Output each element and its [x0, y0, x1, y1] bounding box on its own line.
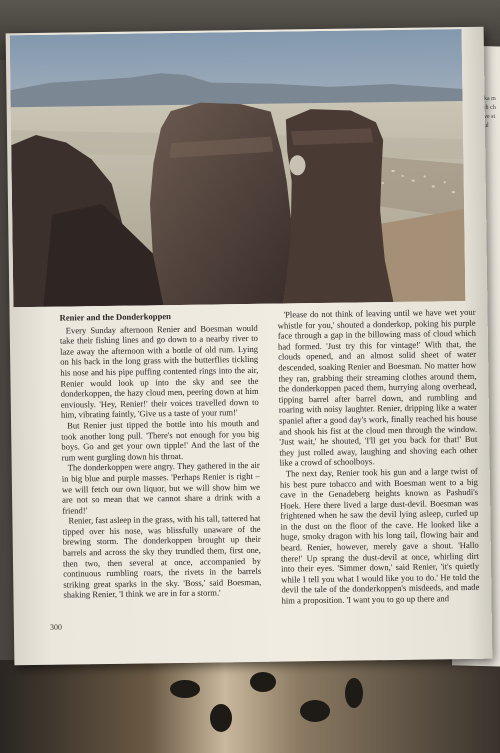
fabric-spot [170, 680, 200, 698]
paragraph: The next day, Renier took his gun and a large twist of his best pure tobacco and with Boesman went to a big cave in the Genadeberg heights known as Pashudi's Hoek. Here there lived a large dust-devil. Boesman was frightened when he saw the devil lying asleep, curled up in the dust on the floor of the cave. He looked like a huge, smoky dragon with his long tail, flowing hair and beard. Renier, however, merely gave a shout. 'Hallo there!' Up sprang the dust-devil at once, whirling dirt into their eyes. 'Simmer down,' said Renier, 'it's quietly while I tell you what I would like you to do.' He told the devil the tale of the donderkoppen's misdeeds, and made him a proposition. 'I want you to go up there and [279, 465, 480, 606]
left-column [60, 310, 262, 601]
story-title: Renier and the Donderkoppen [59, 311, 171, 323]
story-text-area [60, 307, 484, 633]
facing-page-text: ka m di ch ve st ul [484, 96, 496, 129]
fabric-spot [210, 704, 232, 732]
book-page [6, 27, 493, 666]
fabric-spot [300, 700, 330, 722]
paragraph: 'Please do not think of leaving until we have wet your whistle for you,' shouted a donderkop, poking his purple face through a gap in the billowing mass of cloud which had formed. 'Just try this for vintage!' With that, the clouds opened, and an almost solid sheet of water descended, soaking Renier and Boesman. No matter how they ran, grabbing their streaming clothes around them, the donderkoppen paced them, hurrying along overhead, tipping barrel after barrel down, and rumbling and roaring with noisy laughter. Renier, dripping like a water spaniel after a good day's work, finally reached his house and shook his fist at the cloud men through the window. 'Just wait,' he shouted, 'I'll get you back for that!' But they just rolled away, laughing and shoving each other like a crowd of schoolboys. [277, 306, 478, 468]
right-column [277, 307, 479, 606]
page-number: 300 [49, 622, 62, 632]
paragraph: Every Sunday afternoon Renier and Boesman would take their fishing lines and go down to a nearby river to laze away the afternoon with a bottle of old rum. Lying on his back in the long grass with the butterflies tickling his nose and his pipe puffing contented rings into the air, Renier would look up into the sky and see the donderkoppen, the hazy cloud men, peering down at him enviously. 'Hey, Renier!' their voices travelled down to him, vibrating faintly, 'Give us a taste of your rum!' [59, 322, 259, 420]
rock-formation-image [10, 29, 466, 307]
background-fabric [0, 660, 500, 753]
paragraph: Renier, fast asleep in the grass, with his tall, tattered hat tipped over his nose, was blissfully unaware of the brewing storm. The donderkoppen brought up their barrels and across the sky they trundled them, first one, then two, then several at once, accompanied by continuous rumbling roars, the rivets in the barrels striking great sparks in the sky. 'Boss,' said Boesman, shaking Renier, 'I think we are in for a storm.' [62, 513, 262, 601]
paragraph: The donderkoppen were angry. They gathered in the air in big blue and purple masses. 'Perhaps Renier is right – we will fetch our own liquor, but we will show him we are not so mean that we cannot share a drink with a friend!' [61, 460, 261, 516]
landscape-photo [10, 29, 466, 307]
fabric-spot [250, 672, 276, 692]
fabric-spot [345, 678, 363, 708]
paragraph: But Renier just tipped the bottle into his mouth and took another long pull. 'There's not enough for you big boys. Go and get your own tipple!' And the last of the rum went gurgling down his throat. [61, 417, 260, 463]
